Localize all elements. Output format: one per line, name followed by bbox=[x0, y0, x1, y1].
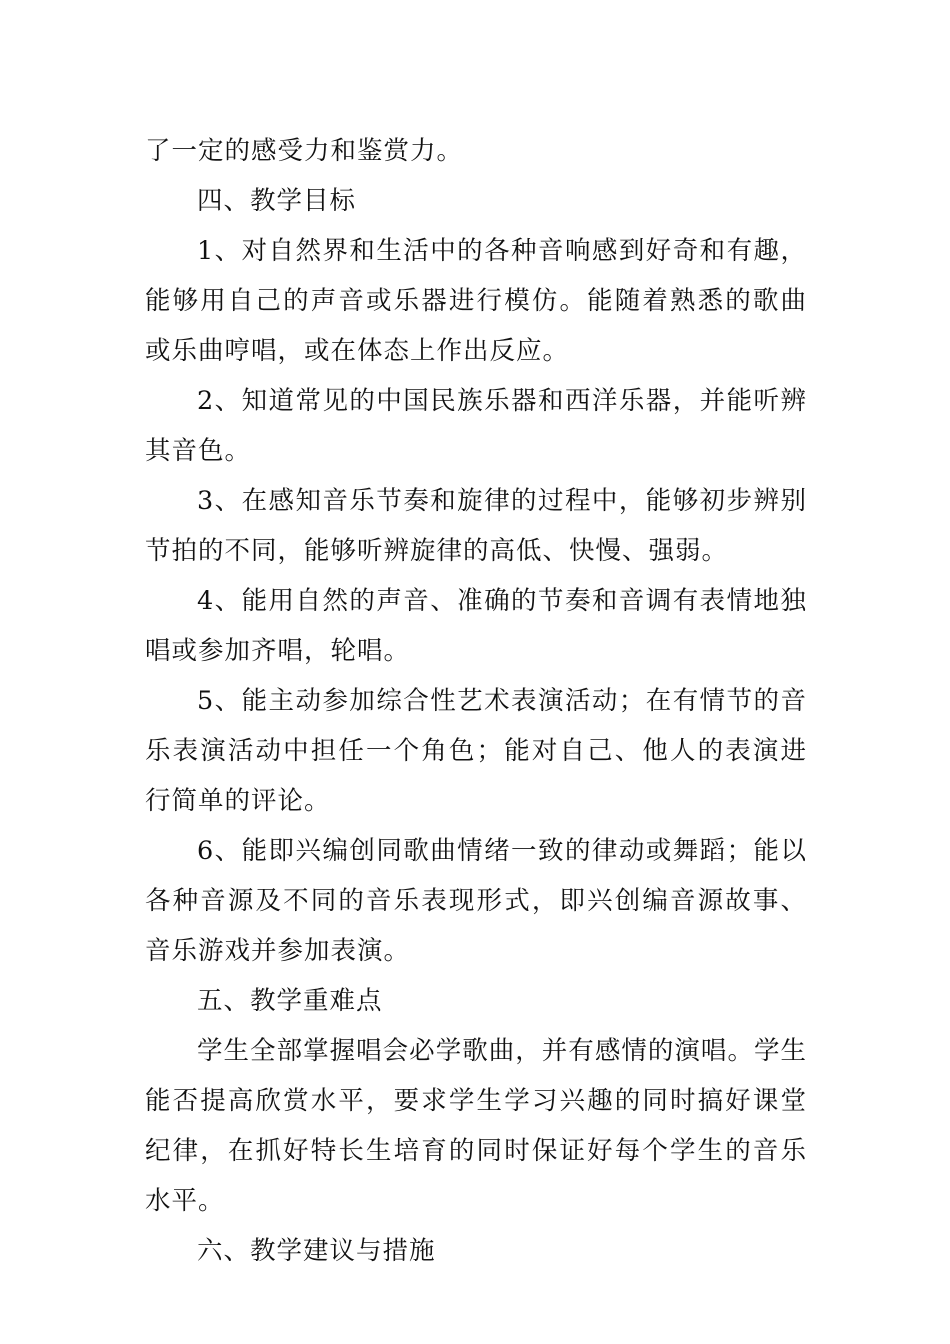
section-heading-suggestions: 六、教学建议与措施 bbox=[197, 1236, 436, 1266]
goal-item-3: 3、在感知音乐节奏和旋律的过程中，能够初步辨别节拍的不同，能够听辨旋律的高低、快慢、强弱。 bbox=[145, 486, 807, 566]
document-body bbox=[145, 126, 807, 1276]
goal-item-6: 6、能即兴编创同歌曲情绪一致的律动或舞蹈；能以各种音源及不同的音乐表现形式，即兴创编音源故事、音乐游戏并参加表演。 bbox=[145, 836, 807, 966]
section-heading-teaching-goals: 四、教学目标 bbox=[197, 186, 357, 216]
goal-item-4: 4、能用自然的声音、准确的节奏和音调有表情地独唱或参加齐唱，轮唱。 bbox=[145, 586, 807, 666]
section-heading-key-difficulties: 五、教学重难点 bbox=[197, 986, 383, 1016]
goal-item-5: 5、能主动参加综合性艺术表演活动；在有情节的音乐表演活动中担任一个角色；能对自己、他人的表演进行简单的评论。 bbox=[145, 686, 807, 816]
goal-item-2: 2、知道常见的中国民族乐器和西洋乐器，并能听辨其音色。 bbox=[145, 386, 807, 466]
key-difficulties-paragraph: 学生全部掌握唱会必学歌曲，并有感情的演唱。学生能否提高欣赏水平，要求学生学习兴趣的同时搞好课堂纪律，在抓好特长生培育的同时保证好每个学生的音乐水平。 bbox=[145, 1036, 807, 1216]
paragraph-continuation: 了一定的感受力和鉴赏力。 bbox=[145, 136, 464, 166]
goal-item-1: 1、对自然界和生活中的各种音响感到好奇和有趣，能够用自己的声音或乐器进行模仿。能随着熟悉的歌曲或乐曲哼唱，或在体态上作出反应。 bbox=[145, 236, 807, 366]
